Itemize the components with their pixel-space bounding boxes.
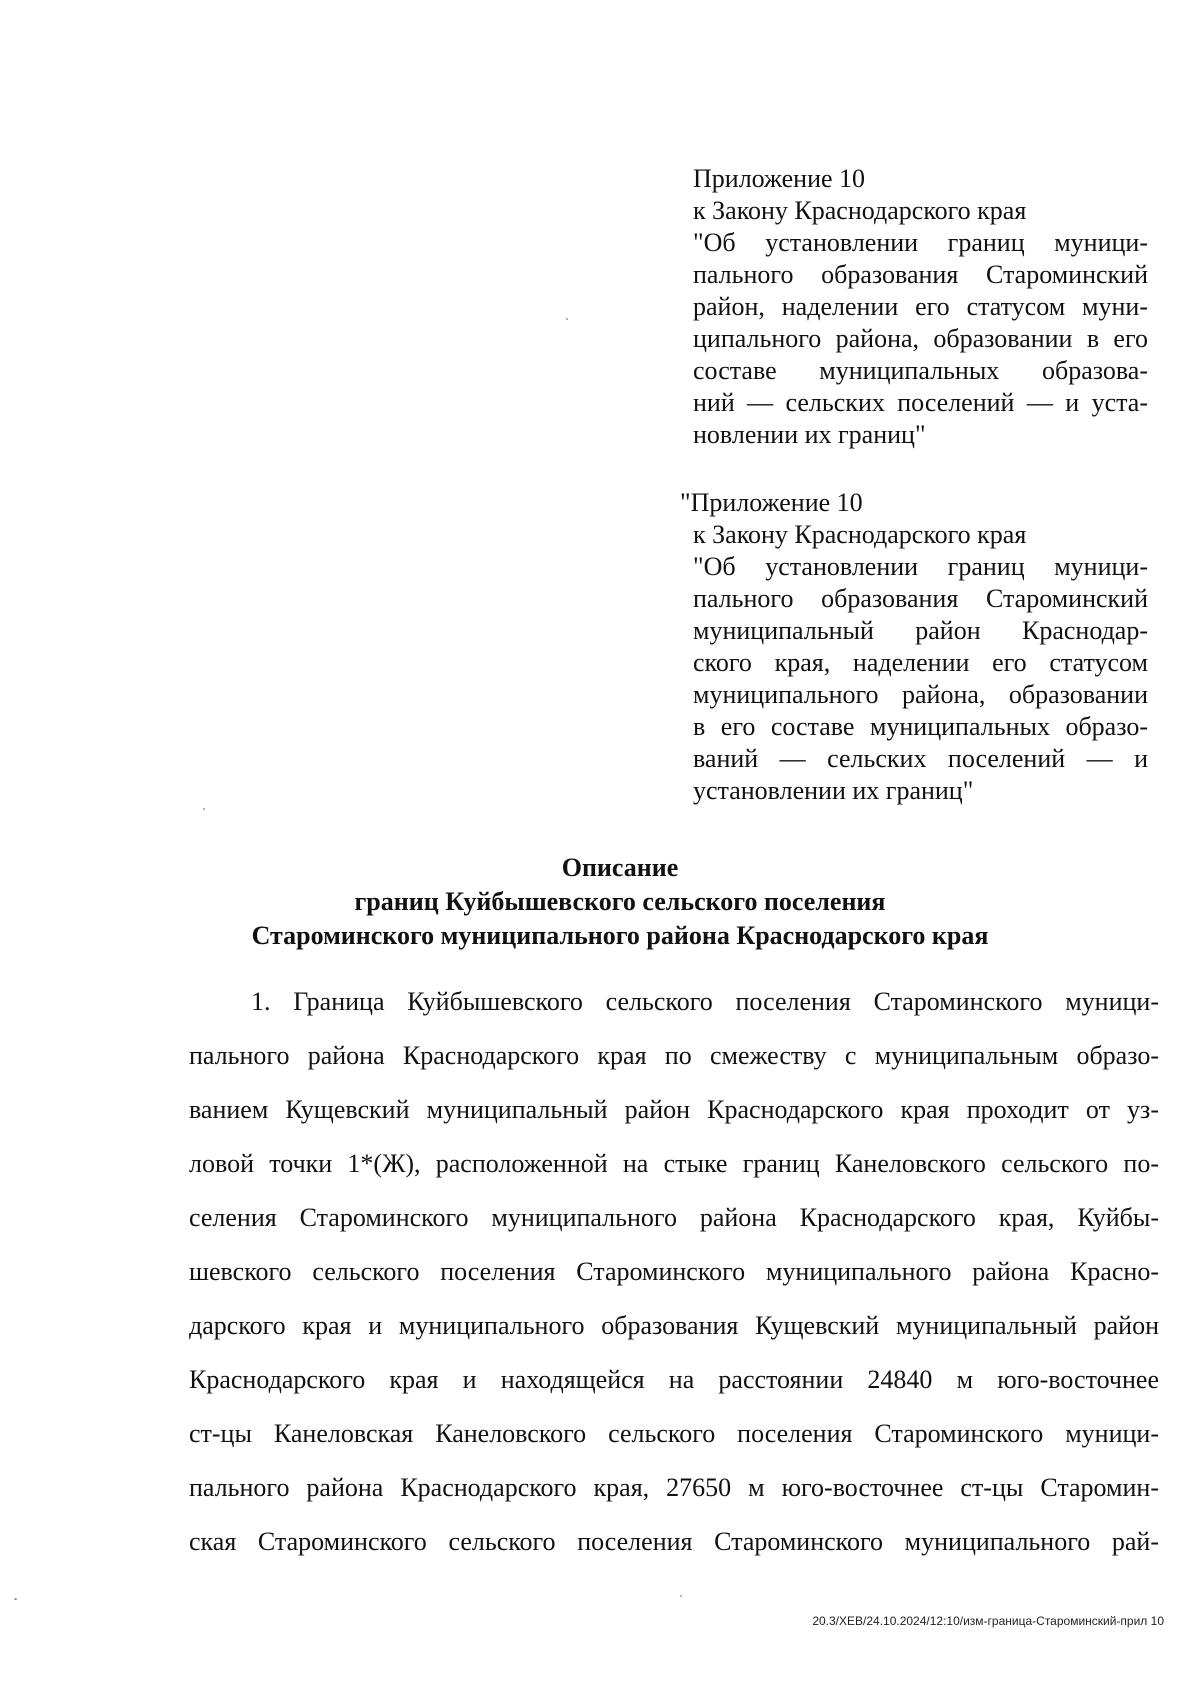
appendix-new-line: "Приложение 10 — [680, 488, 863, 517]
appendix-new-line: ваний — сельских поселений — и — [693, 744, 1148, 773]
scan-speck — [680, 1595, 682, 1597]
appendix-header-original — [693, 163, 1148, 451]
appendix-new-line: "Об установлении границ муници- — [693, 552, 1148, 581]
body-line: ст-цы Канеловская Канеловского сельского поселения Староминского муници- — [189, 1419, 1159, 1448]
scan-speck — [14, 1598, 17, 1600]
appendix-old-line: район, наделении его статусом муни- — [693, 292, 1148, 321]
body-line: пального района Краснодарского края по смежеству с муниципальным образо- — [189, 1041, 1159, 1070]
document-footer-code: 20.3/ХЕВ/24.10.2024/12:10/изм-граница-Староминский-прил 10 — [812, 1614, 1164, 1628]
document-title — [180, 851, 1060, 953]
body-line: Краснодарского края и находящейся на расстоянии 24840 м юго-восточнее — [189, 1365, 1159, 1394]
scan-speck — [203, 808, 205, 810]
body-line: 1. Граница Куйбышевского сельского поселения Староминского муници- — [251, 987, 1159, 1016]
appendix-header-amended — [680, 487, 1148, 807]
appendix-old-line: ципального района, образовании в его — [693, 324, 1148, 353]
appendix-old-line: ний — сельских поселений — и уста- — [693, 388, 1148, 417]
appendix-old-line: к Закону Краснодарского края — [693, 196, 1027, 225]
body-line: ская Староминского сельского поселения Староминского муниципального рай- — [189, 1527, 1159, 1556]
appendix-new-line: пального образования Староминский — [693, 584, 1148, 613]
appendix-old-line: Приложение 10 — [693, 164, 866, 193]
appendix-old-line: пального образования Староминский — [693, 260, 1148, 289]
body-line: пального района Краснодарского края, 27650 м юго-восточнее ст-цы Старомин- — [189, 1473, 1159, 1502]
appendix-new-line: установлении их границ" — [693, 776, 974, 805]
title-line: Староминского муниципального района Краснодарского края — [251, 921, 989, 950]
body-line: селения Староминского муниципального района Краснодарского края, Куйбы- — [189, 1203, 1159, 1232]
body-paragraph — [189, 975, 1159, 1569]
appendix-old-line: новлении их границ" — [693, 420, 926, 449]
body-line: шевского сельского поселения Староминского муниципального района Красно- — [189, 1257, 1159, 1286]
appendix-new-line: к Закону Краснодарского края — [693, 520, 1027, 549]
appendix-new-line: в его составе муниципальных образо- — [693, 712, 1148, 741]
appendix-old-line: составе муниципальных образова- — [693, 356, 1148, 385]
body-line: ловой точки 1*(Ж), расположенной на стыке границ Канеловского сельского по- — [189, 1149, 1159, 1178]
appendix-new-line: муниципального района, образовании — [693, 680, 1148, 709]
body-line: дарского края и муниципального образования Кущевский муниципальный район — [189, 1311, 1159, 1340]
title-line: Описание — [561, 853, 679, 882]
title-line: границ Куйбышевского сельского поселения — [354, 887, 886, 916]
scan-speck — [566, 318, 568, 320]
appendix-old-line: "Об установлении границ муници- — [693, 228, 1148, 257]
appendix-new-line: ского края, наделении его статусом — [693, 648, 1148, 677]
body-line: ванием Кущевский муниципальный район Краснодарского края проходит от уз- — [189, 1095, 1159, 1124]
appendix-new-line: муниципальный район Краснодар- — [693, 616, 1148, 645]
